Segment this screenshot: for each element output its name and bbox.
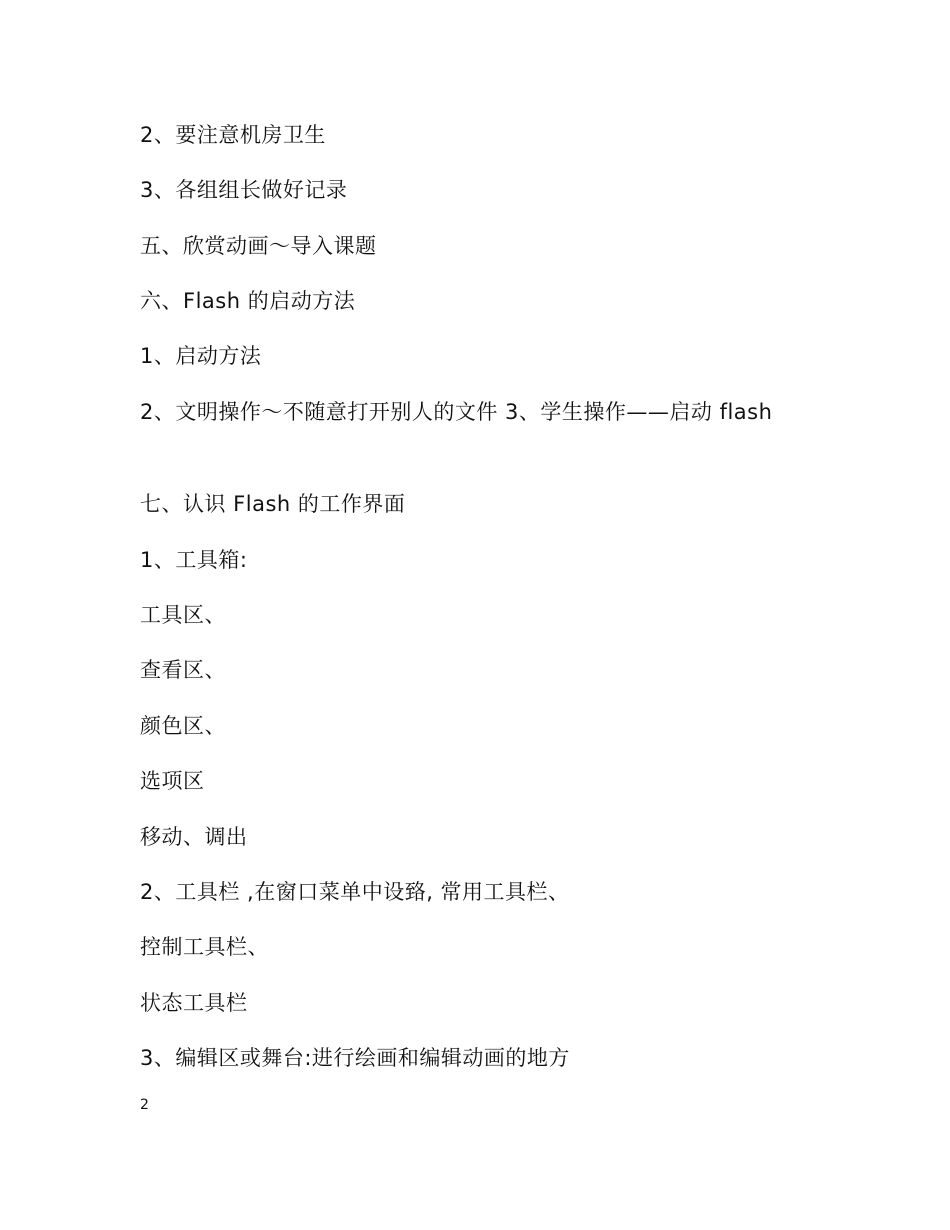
- section-heading: 六、Flash 的启动方法: [140, 289, 356, 313]
- text-line: 移动、调出: [140, 825, 248, 849]
- text-line: 1、工具箱:: [140, 548, 248, 572]
- section-heading: 七、认识 Flash 的工作界面: [140, 492, 406, 516]
- text-line: 状态工具栏: [140, 991, 248, 1015]
- text-line: 2、工具栏 ,在窗口菜单中设臵, 常用工具栏、: [140, 880, 570, 904]
- text-line: 控制工具栏、: [140, 935, 269, 959]
- text-line: 2、要注意机房卫生: [140, 123, 326, 147]
- text-line: 2、文明操作～不随意打开别人的文件 3、学生操作——启动 flash: [140, 400, 773, 424]
- page-number: 2: [140, 1097, 149, 1113]
- text-line: 选项区: [140, 769, 205, 793]
- text-line: 3、编辑区或舞台:进行绘画和编辑动画的地方: [140, 1046, 570, 1070]
- text-line: 3、各组组长做好记录: [140, 178, 348, 202]
- section-heading: 五、欣赏动画～导入课题: [140, 234, 377, 258]
- text-line: 查看区、: [140, 658, 226, 682]
- text-line: 颜色区、: [140, 714, 226, 738]
- text-line: 工具区、: [140, 603, 226, 627]
- text-line: 1、启动方法: [140, 344, 262, 368]
